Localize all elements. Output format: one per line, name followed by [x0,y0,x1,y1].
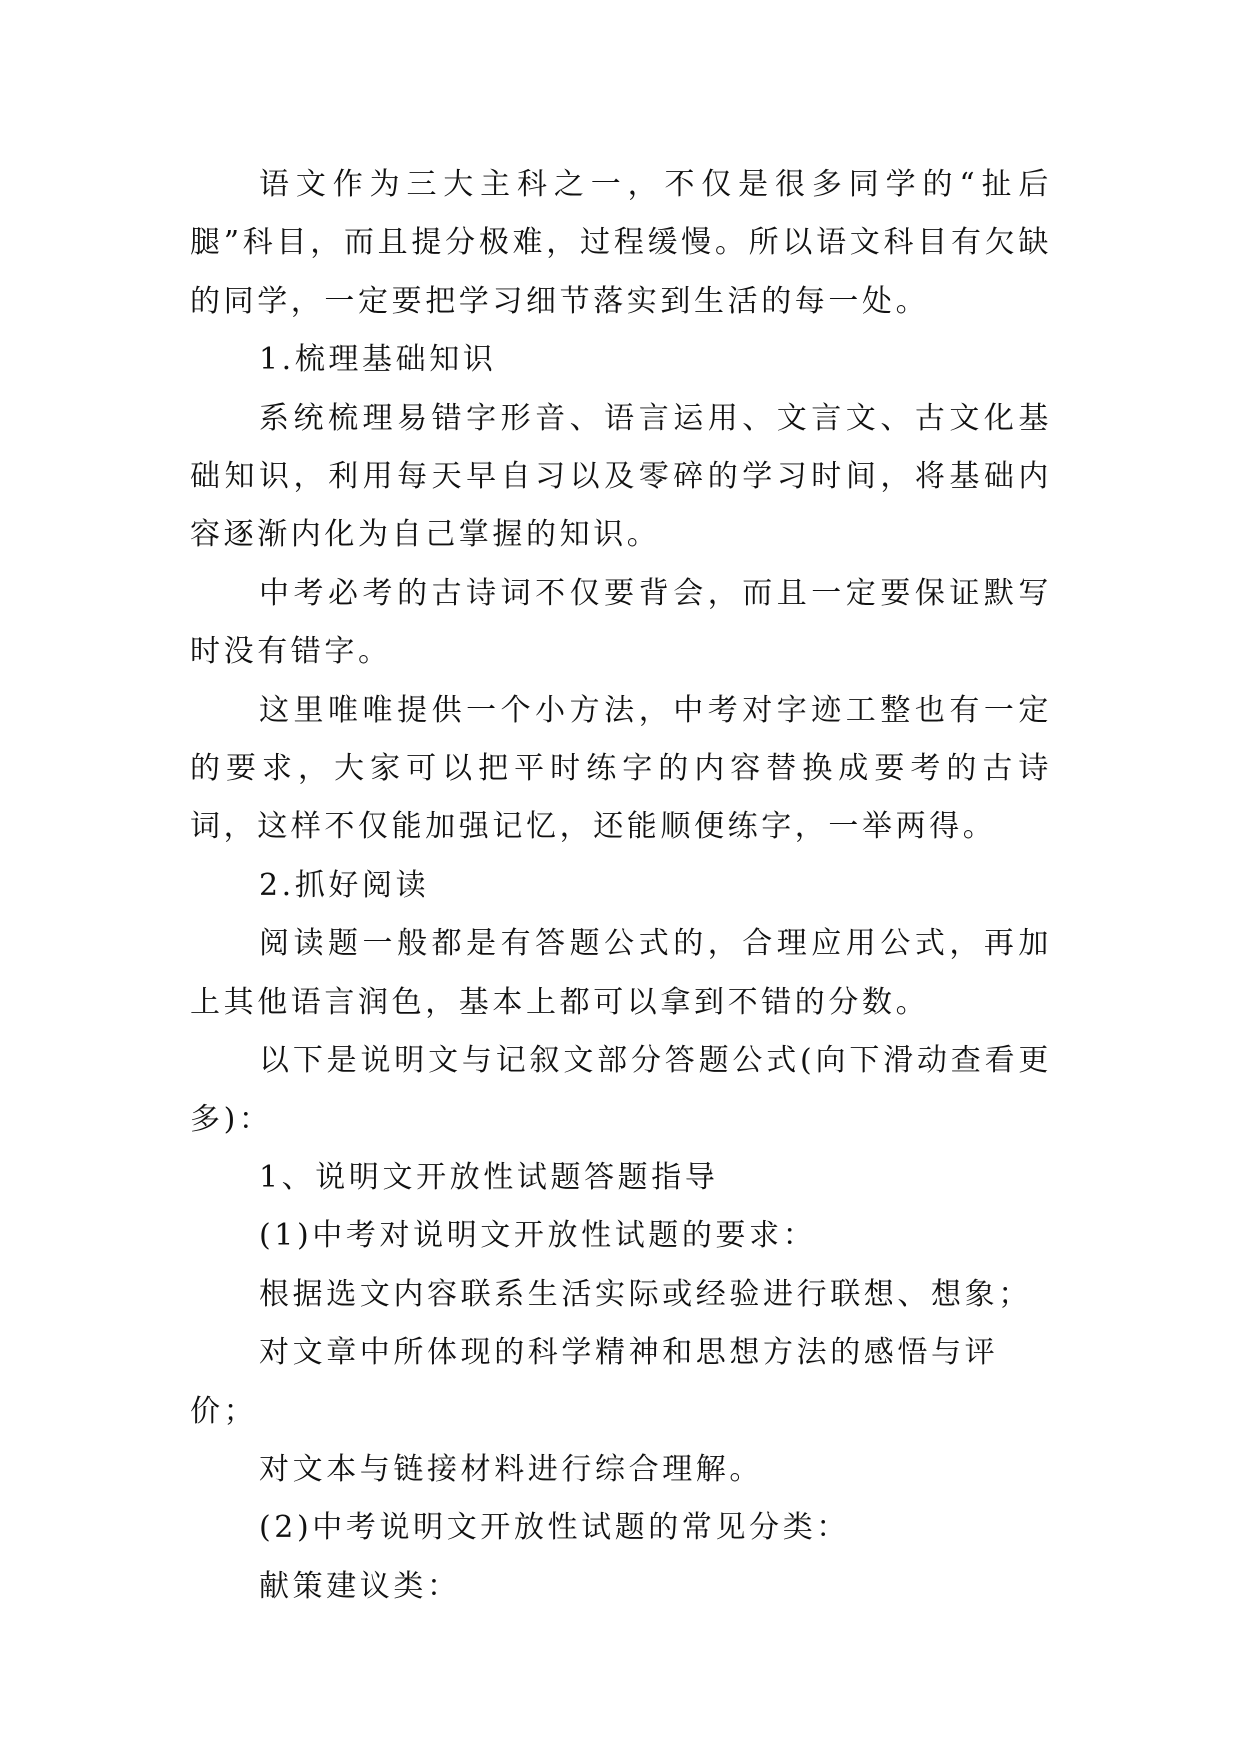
paragraph-reading: 阅读题一般都是有答题公式的，合理应用公式，再加上其他语言润色，基本上都可以拿到不错的分数。 [190,926,1052,1020]
paragraph-basics: 系统梳理易错字形音、语言运用、文言文、古文化基础知识，利用每天早自习以及零碎的学习时间，将基础内容逐渐内化为自己掌握的知识。 [190,400,1052,553]
list-item-association: 根据选文内容联系生活实际或经验进行联想、想象； [259,1276,1032,1312]
paragraph-handwriting-tip: 这里唯唯提供一个小方法，中考对字迹工整也有一定的要求，大家可以把平时练字的内容替换成要考的古诗词，这样不仅能加强记忆，还能顺便练字，一举两得。 [190,692,1052,845]
paragraph-intro: 语文作为三大主科之一，不仅是很多同学的“扯后腿”科目，而且提分极难，过程缓慢。所以语文科目有欠缺的同学，一定要把学习细节落实到生活的每一处。 [190,167,1052,319]
paragraph-formula-intro: 以下是说明文与记叙文部分答题公式(向下滑动查看更多)： [190,1043,1052,1137]
subheading-requirements: (1)中考对说明文开放性试题的要求： [259,1218,817,1254]
paragraph-poetry: 中考必考的古诗词不仅要背会，而且一定要保证默写时没有错字。 [190,575,1052,670]
subheading-suggestions: 献策建议类： [259,1568,461,1604]
list-item-evaluation: 对文章中所体现的科学精神和思想方法的感悟与评价； [190,1335,999,1429]
section-heading-basics: 1.梳理基础知识 [259,342,497,378]
subheading-categories: (2)中考说明文开放性试题的常见分类： [259,1510,850,1546]
subheading-expository: 1、说明文开放性试题答题指导 [259,1159,719,1195]
list-item-comprehension: 对文本与链接材料进行综合理解。 [259,1451,763,1487]
section-heading-reading: 2.抓好阅读 [259,867,430,903]
article-body [190,156,1052,1616]
